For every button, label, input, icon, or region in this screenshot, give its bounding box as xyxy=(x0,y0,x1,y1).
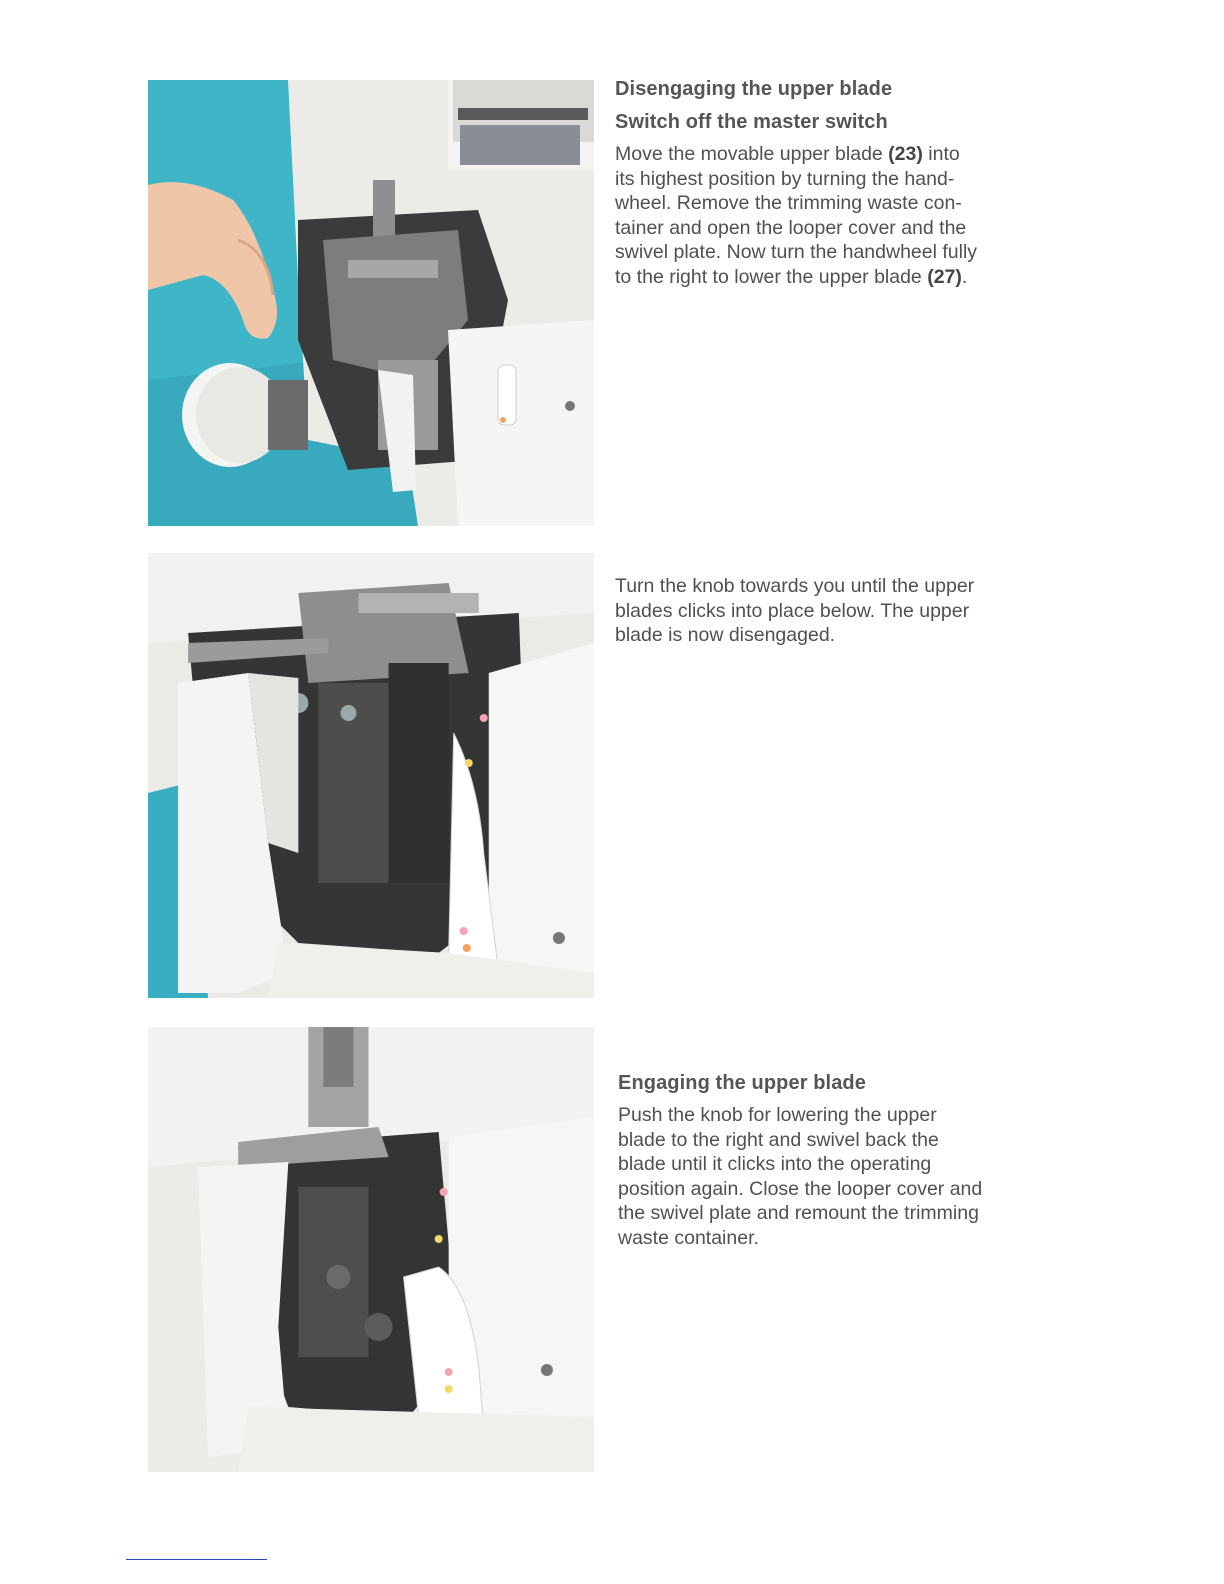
text-line: blade to the right and swivel back the xyxy=(618,1128,939,1151)
heading-switch-off-master: Switch off the master switch xyxy=(615,111,888,133)
text-line: wheel. Remove the trimming waste con- xyxy=(615,192,962,214)
text-line: swivel plate. Now turn the handwheel fully xyxy=(615,241,978,263)
heading-engaging-upper-blade: Engaging the upper blade xyxy=(618,1072,866,1094)
paragraph-disengaging xyxy=(615,142,1085,289)
text-line: the swivel plate and remount the trimming xyxy=(618,1202,979,1224)
text-line: Push the knob for lowering the upper xyxy=(618,1104,937,1126)
section-engaging xyxy=(618,1072,1088,1250)
heading-disengaging-upper-blade: Disengaging the upper blade xyxy=(615,78,893,100)
text-line: tainer and open the looper cover and the xyxy=(615,216,967,239)
paragraph-turn-knob xyxy=(615,574,1085,648)
footer-rule xyxy=(126,1559,267,1560)
text-line: blade until it clicks into the operating xyxy=(618,1153,932,1175)
section-disengaging xyxy=(615,78,1085,289)
photo-blade-disengaged xyxy=(148,553,594,998)
text-line: Turn the knob towards you until the upper xyxy=(615,575,975,597)
photo-disengaging-handwheel xyxy=(148,80,594,526)
text-line: to the right to lower the upper blade xyxy=(615,265,928,288)
text-line: . xyxy=(961,265,968,288)
reference-number: (27) xyxy=(927,265,962,288)
text-line: waste container. xyxy=(618,1226,759,1249)
text-line: blades clicks into place below. The upper xyxy=(615,599,970,622)
text-line: into xyxy=(922,143,960,165)
reference-number: (23) xyxy=(888,143,923,165)
section-turn-knob xyxy=(615,574,1085,648)
paragraph-engaging xyxy=(618,1103,1088,1250)
text-line: Move the movable upper blade xyxy=(615,143,889,165)
text-line: its highest position by turning the hand- xyxy=(615,167,955,190)
photo-blade-engaged xyxy=(148,1027,594,1472)
text-line: blade is now disengaged. xyxy=(615,624,836,646)
text-line: position again. Close the looper cover and xyxy=(618,1177,983,1200)
